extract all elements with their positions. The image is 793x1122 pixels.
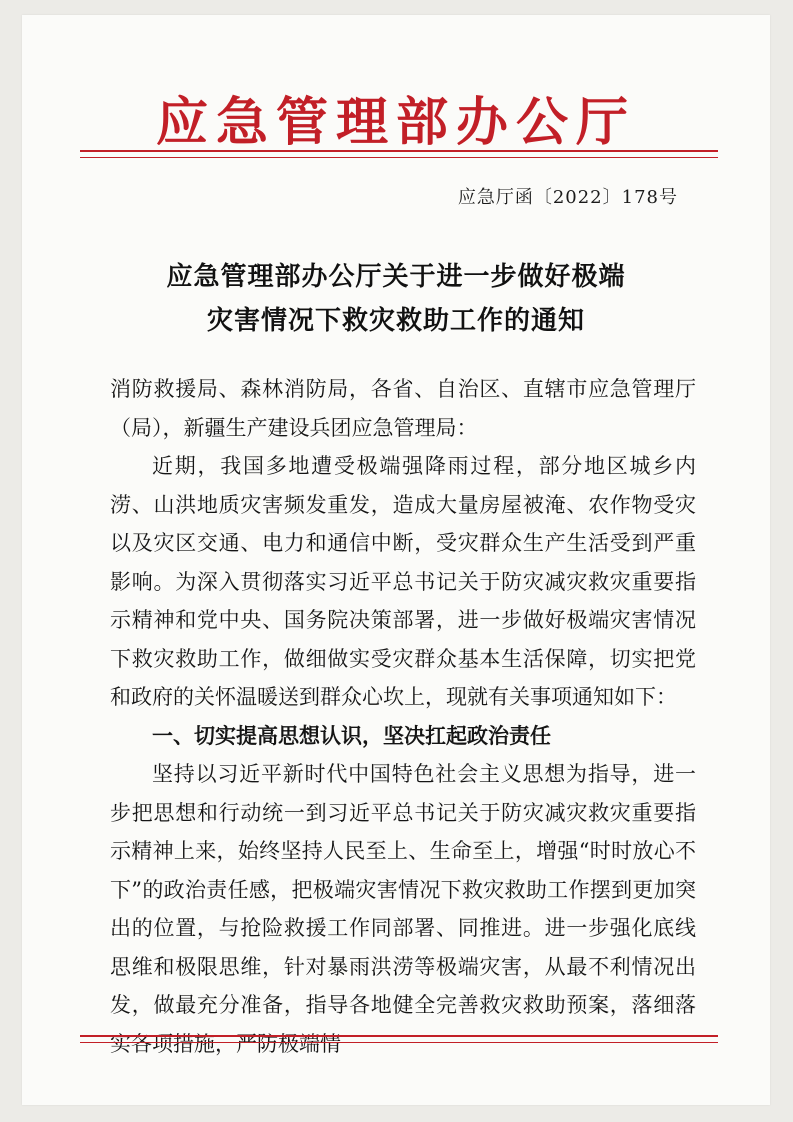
- document-title: [22, 255, 770, 343]
- document-number: 应急厅函〔2022〕178号: [457, 187, 678, 208]
- title-line-2: 灾害情况下救灾救助工作的通知: [206, 306, 585, 336]
- red-footer-rule: [80, 1035, 718, 1043]
- addressee: 消防救援局、森林消防局，各省、自治区、直辖市应急管理厅（局），新疆生产建设兵团应急管理局：: [110, 377, 696, 440]
- org-title: 应急管理部办公厅: [155, 92, 636, 153]
- document-page: [22, 15, 770, 1105]
- section-heading-1: 一、切实提高思想认识，坚决扛起政治责任: [152, 723, 551, 748]
- title-line-1: 应急管理部办公厅关于进一步做好极端: [166, 262, 626, 292]
- red-header-rule: [80, 150, 718, 158]
- paragraph-section-1: 坚持以习近平新时代中国特色社会主义思想为指导，进一步把思想和行动统一到习近平总书记关于防灾减灾救灾重要指示精神上来，始终坚持人民至上、生命至上，增强“时时放心不下”的政治责任感，把极端灾害情况下救灾救助工作摆到更加突出的位置，与抢险救援工作同部署、同推进。进一步强化底线思维和极限思维，针对暴雨洪涝等极端灾害，从最不利情况出发，做最充分准备，指导各地健全完善救灾救助预案，落细落实各项措施，严防极端情: [110, 762, 696, 1056]
- document-body: [110, 370, 696, 1063]
- paragraph-intro: 近期，我国多地遭受极端强降雨过程，部分地区城乡内涝、山洪地质灾害频发重发，造成大量房屋被淹、农作物受灾以及灾区交通、电力和通信中断，受灾群众生产生活受到严重影响。为深入贯彻落实习近平总书记关于防灾减灾救灾重要指示精神和党中央、国务院决策部署，进一步做好极端灾害情况下救灾救助工作，做细做实受灾群众基本生活保障，切实把党和政府的关怀温暖送到群众心坎上，现就有关事项通知如下：: [110, 454, 696, 709]
